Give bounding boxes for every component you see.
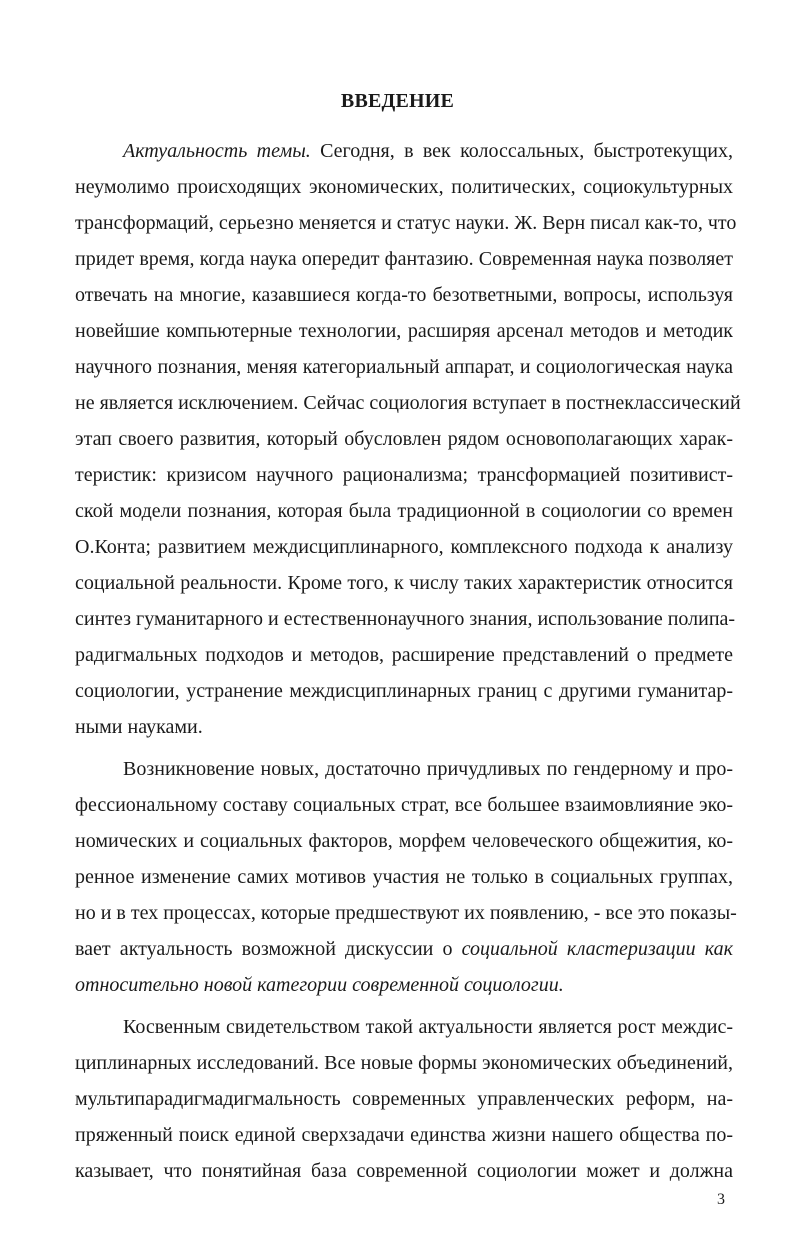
italic-span: Актуальность темы. [123, 140, 311, 162]
text-line: этап своего развития, который обусловлен рядом основополагающих харак- [75, 428, 733, 450]
text-line: казывает, что понятийная база современной социологии может и должна [75, 1160, 733, 1182]
text-line: научного познания, меняя категориальный аппарат, и социологическая наука [75, 356, 733, 378]
text-line: мультипарадигмадигмальность современных управленческих реформ, на- [75, 1088, 733, 1110]
text-line: не является исключением. Сейчас социология вступает в постнеклассический [75, 392, 741, 414]
text-line: синтез гуманитарного и естественнонаучного знания, использование полипа- [75, 608, 736, 630]
text-line: социальной реальности. Кроме того, к числу таких характеристик относится [75, 572, 733, 594]
text-line: но и в тех процессах, которые предшествуют их появлению, - все это показы- [75, 902, 737, 924]
text-line: отвечать на многие, казавшиеся когда-то безответными, вопросы, используя [75, 284, 733, 306]
text-line: О.Конта; развитием междисциплинарного, комплексного подхода к анализу [75, 536, 733, 558]
text-line: номических и социальных факторов, морфем человеческого общежития, ко- [75, 830, 733, 852]
text-line: пряженный поиск единой сверхзадачи единства жизни нашего общества по- [75, 1124, 733, 1146]
italic-span: социальной кластеризации как [461, 938, 734, 960]
text-line: циплинарных исследований. Все новые формы экономических объединений, [75, 1052, 733, 1074]
text-line: неумолимо происходящих экономических, политических, социокультурных [75, 176, 733, 198]
text-line: ными науками. [75, 716, 203, 738]
text-line: новейшие компьютерные технологии, расширяя арсенал методов и методик [75, 320, 733, 342]
page-number: 3 [717, 1191, 725, 1208]
text-line: Возникновение новых, достаточно причудливых по гендерному и про- [123, 758, 733, 780]
text-line: придет время, когда наука опередит фантазию. Современная наука позволяет [75, 248, 733, 270]
text-line [75, 934, 733, 964]
text-line: радигмальных подходов и методов, расширение представлений о предмете [75, 644, 733, 666]
text-line: Косвенным свидетельством такой актуальности является рост междис- [123, 1016, 733, 1038]
text-line: фессиональному составу социальных страт, все большее взаимовлияние эко- [75, 794, 733, 816]
text-line: теристик: кризисом научного рационализма; трансформацией позитивист- [75, 464, 733, 486]
text-span: вает актуальность возможной дискуссии о [75, 938, 462, 960]
text-line [75, 970, 733, 1000]
text-line: ской модели познания, которая была традиционной в социологии со времен [75, 500, 733, 522]
text-line: ренное изменение самих мотивов участия не только в социальных группах, [75, 866, 733, 888]
text-line [123, 136, 733, 166]
section-heading: ВВЕДЕНИЕ [340, 90, 455, 112]
italic-span: относительно новой категории современной социологии. [75, 974, 564, 996]
text-span: Сегодня, в век колоссальных, быстротекущих, [310, 140, 733, 162]
text-line: трансформаций, серьезно меняется и статус науки. Ж. Верн писал как-то, что [75, 212, 737, 234]
text-line: социологии, устранение междисциплинарных границ с другими гуманитар- [75, 680, 733, 702]
